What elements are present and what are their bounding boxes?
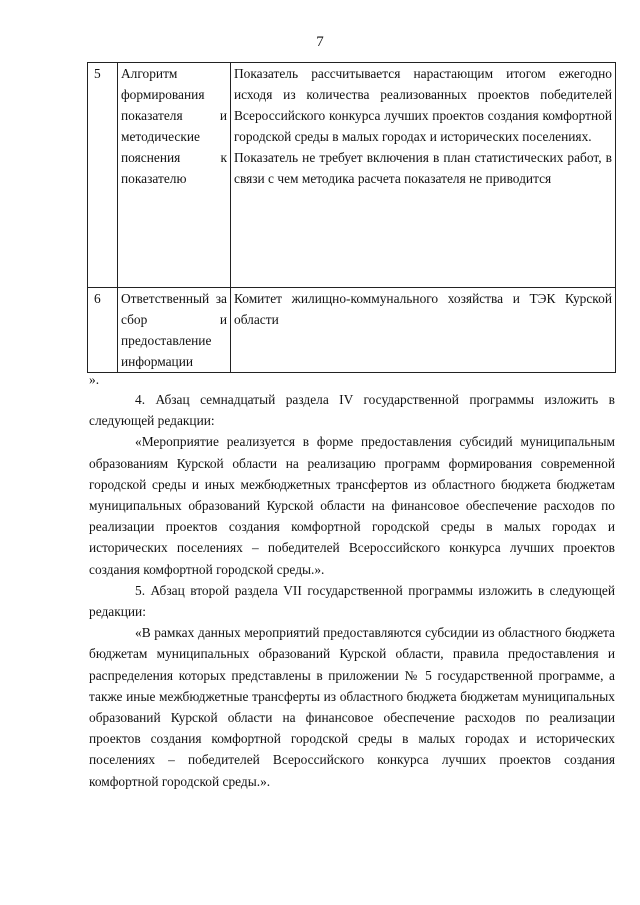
description-paragraph: Показатель рассчитывается нарастающим итогом ежегодно исходя из количества реализованных проектов победителей Всероссийского конкурса лучших проектов создания комфортной городской среды в малых городах и исторических поселениях.: [234, 66, 612, 144]
row-name: [118, 288, 231, 373]
table-row: [88, 63, 616, 288]
row-description: [231, 288, 616, 373]
description-paragraph: Показатель не требует включения в план статистических работ, в связи с чем методика расчета показателя не приводится: [234, 150, 612, 186]
paragraph-item-5: 5. Абзац второй раздела VII государственной программы изложить в следующей редакции:: [89, 582, 615, 620]
quoted-paragraph: «Мероприятие реализуется в форме предоставления субсидий муниципальным образованиям Курской области на реализацию программ формирования современной городской среды и иных межбюджетных трансфертов из областного бюджета бюджетам муниципальных образований Курской области на финансовое обеспечение расходов по реализации проектов создания комфортной городской среды в малых городах и исторических поселениях – победителей Всероссийского конкурса лучших проектов создания комфортной городской среды.».: [89, 434, 615, 577]
row-name-text: Алгоритм формирования показателя и методические пояснения к показателю: [121, 66, 227, 186]
row-description: [231, 63, 616, 288]
row-number: 6: [88, 288, 118, 373]
table-row: [88, 288, 616, 373]
closing-quote: ».: [89, 372, 100, 387]
document-body: [89, 389, 615, 792]
indicator-table: [87, 62, 616, 373]
paragraph-item-4: 4. Абзац семнадцатый раздела IV государственной программы изложить в следующей редакции:: [89, 392, 615, 429]
quoted-paragraph: «В рамках данных мероприятий предоставляются субсидии из областного бюджета бюджетам муниципальных образований Курской области, правила предоставления и распределения которых представлены в приложении № 5 государственной программе, а также иные межбюджетные трансферты из областного бюджета бюджетам муниципальных образований Курской области на финансовое обеспечение расходов по реализации проектов создания комфортной городской среды в малых городах и исторических поселениях – победителей Всероссийского конкурса лучших проектов создания комфортной городской среды.».: [89, 625, 615, 789]
page-number: 7: [316, 34, 324, 50]
description-paragraph: Комитет жилищно-коммунального хозяйства и ТЭК Курской области: [234, 291, 612, 327]
row-number: 5: [88, 63, 118, 288]
row-name-text: Ответственный за сбор и предоставление информации: [121, 291, 227, 369]
row-name: [118, 63, 231, 288]
